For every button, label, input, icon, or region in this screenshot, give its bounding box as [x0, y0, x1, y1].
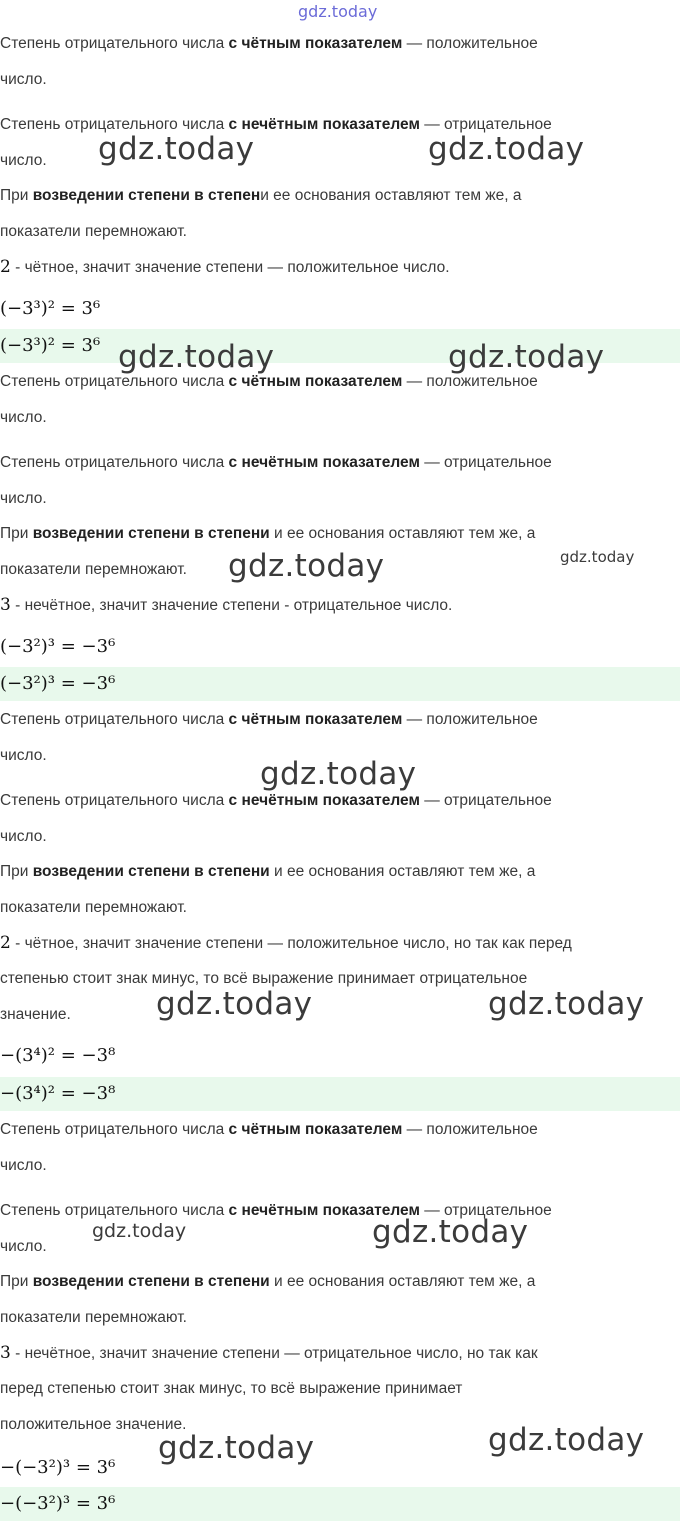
power-rule-line: При возведении степени в степени ее основания оставляют тем же, а [0, 187, 522, 204]
power-rule-cont: показатели перемножают. [0, 561, 187, 578]
rule-even-cont: число. [0, 71, 47, 88]
expression: (−3³)² = 3⁶ [0, 298, 101, 319]
watermark: gdz.today [488, 986, 645, 1022]
expression: −(−3²)³ = 3⁶ [0, 1457, 116, 1478]
rule-odd-line: Степень отрицательного числа с нечётным показателем — отрицательное [0, 1202, 552, 1219]
answer-expression: (−3²)³ = −3⁶ [0, 673, 116, 694]
expression: −(3⁴)² = −3⁸ [0, 1045, 116, 1066]
watermark-top: gdz.today [298, 2, 378, 21]
note-line: положительное значение. [0, 1416, 187, 1433]
watermark: gdz.today [260, 756, 417, 792]
rule-odd-cont: число. [0, 152, 47, 169]
rule-even-line: Степень отрицательного числа с чётным показателем — положительное [0, 1121, 538, 1138]
rule-even-line: Степень отрицательного числа с чётным показателем — положительное [0, 373, 538, 390]
rule-odd-line: Степень отрицательного числа с нечётным показателем — отрицательное [0, 116, 552, 133]
watermark: gdz.today [118, 339, 275, 375]
rule-even-cont: число. [0, 747, 47, 764]
watermark: gdz.today [560, 548, 635, 566]
rule-odd-cont: число. [0, 1238, 47, 1255]
watermark: gdz.today [228, 548, 385, 584]
answer-expression: −(3⁴)² = −3⁸ [0, 1083, 116, 1104]
power-rule-line: При возведении степени в степени и ее основания оставляют тем же, а [0, 1273, 536, 1290]
rule-odd-cont: число. [0, 490, 47, 507]
note-line: 3 - нечётное, значит значение степени - отрицательное число. [0, 595, 453, 615]
power-rule-cont: показатели перемножают. [0, 1309, 187, 1326]
rule-even-cont: число. [0, 1157, 47, 1174]
expression: (−3²)³ = −3⁶ [0, 636, 116, 657]
rule-odd-line: Степень отрицательного числа с нечётным показателем — отрицательное [0, 454, 552, 471]
note-line: степенью стоит знак минус, то всё выражение принимает отрицательное [0, 970, 528, 987]
power-rule-line: При возведении степени в степени и ее основания оставляют тем же, а [0, 525, 536, 542]
watermark: gdz.today [372, 1214, 529, 1250]
watermark: gdz.today [158, 1430, 315, 1466]
note-line: 2 - чётное, значит значение степени — положительное число. [0, 257, 450, 277]
watermark: gdz.today [92, 1220, 187, 1242]
power-rule-cont: показатели перемножают. [0, 223, 187, 240]
power-rule-cont: показатели перемножают. [0, 899, 187, 916]
answer-expression: (−3³)² = 3⁶ [0, 335, 101, 356]
rule-even-cont: число. [0, 409, 47, 426]
rule-even-line: Степень отрицательного числа с чётным показателем — положительное [0, 35, 538, 52]
rule-odd-line: Степень отрицательного числа с нечётным показателем — отрицательное [0, 792, 552, 809]
watermark: gdz.today [156, 986, 313, 1022]
rule-even-line: Степень отрицательного числа с чётным показателем — положительное [0, 711, 538, 728]
note-line: 2 - чётное, значит значение степени — положительное число, но так как перед [0, 933, 572, 953]
note-line: значение. [0, 1006, 71, 1023]
watermark: gdz.today [428, 131, 585, 167]
rule-odd-cont: число. [0, 828, 47, 845]
answer-expression: −(−3²)³ = 3⁶ [0, 1493, 116, 1514]
watermark: gdz.today [448, 339, 605, 375]
note-line: 3 - нечётное, значит значение степени — отрицательное число, но так как [0, 1343, 538, 1363]
watermark: gdz.today [98, 131, 255, 167]
note-line: перед степенью стоит знак минус, то всё выражение принимает [0, 1380, 463, 1397]
watermark: gdz.today [488, 1422, 645, 1458]
power-rule-line: При возведении степени в степени и ее основания оставляют тем же, а [0, 863, 536, 880]
